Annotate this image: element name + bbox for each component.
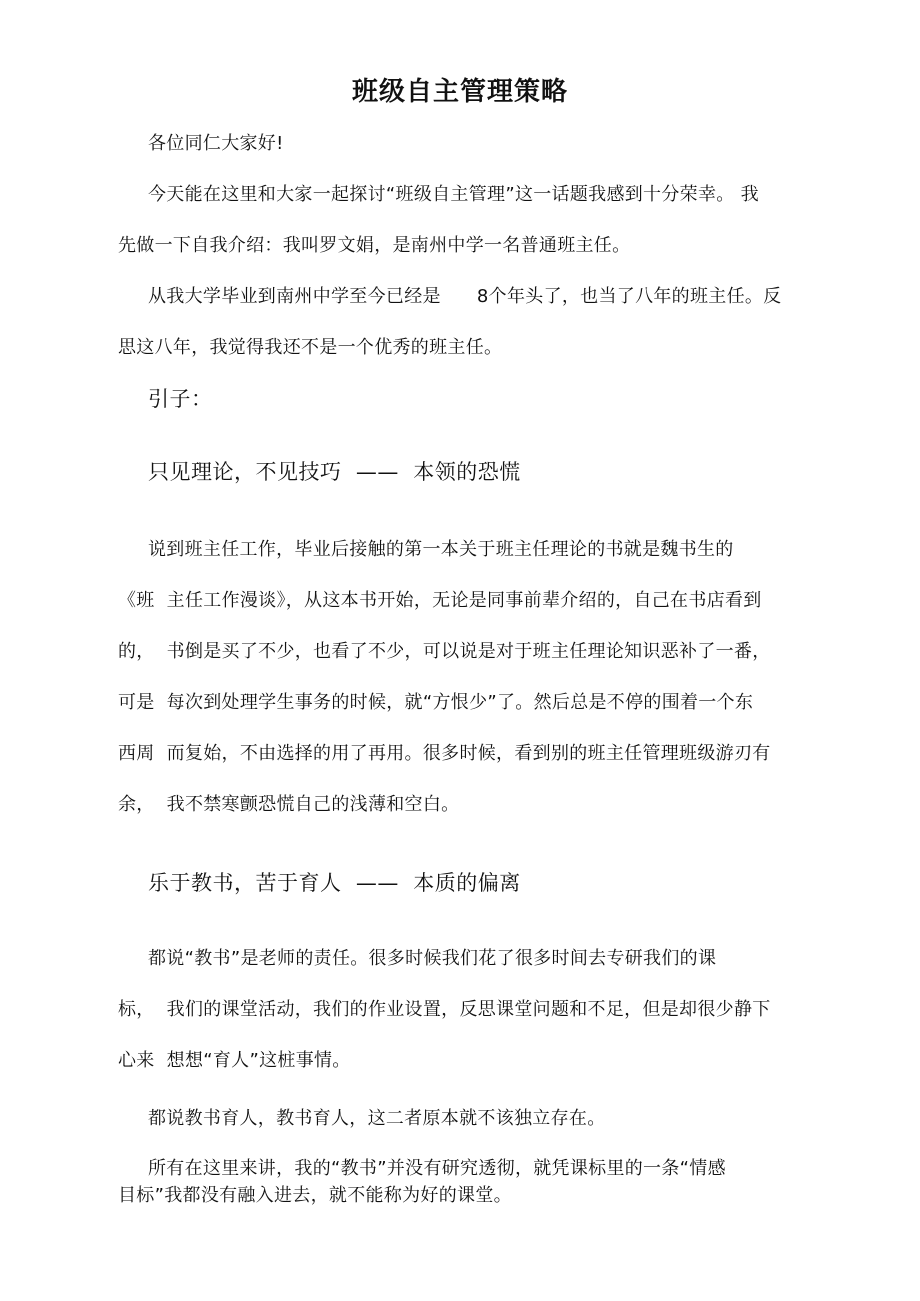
greeting: 各位同仁大家好! — [148, 133, 284, 154]
section2-line-2: 标， 我们的课堂活动，我们的作业设置，反思课堂问题和不足，但是却很少静下 — [118, 999, 771, 1020]
section2-paragraph-2: 都说教书育人，教书育人，这二者原本就不该独立存在。 — [148, 1108, 606, 1129]
section1-line-4: 可是 每次到处理学生事务的时候，就“方恨少”了。然后总是不停的围着一个东 — [118, 692, 754, 713]
experience-line-1: 从我大学毕业到南州中学至今已经是 8个年头了，也当了八年的班主任。反 — [148, 286, 782, 307]
section2-paragraph-3-line-1: 所有在这里来讲，我的“教书”并没有研究透彻，就凭课标里的一条“情感 — [148, 1158, 726, 1179]
section2-heading: 乐于教书，苦于育人 —— 本质的偏离 — [148, 871, 521, 895]
section1-line-5: 西周 而复始，不由选择的用了再用。很多时候，看到别的班主任管理班级游刃有 — [118, 743, 771, 764]
section1-line-2: 《班 主任工作漫谈》，从这本书开始，无论是同事前辈介绍的，自己在书店看到 — [118, 590, 762, 611]
section1-line-3: 的， 书倒是买了不少，也看了不少，可以说是对于班主任理论知识恶补了一番， — [118, 641, 771, 662]
document-title: 班级自主管理策略 — [351, 77, 568, 107]
lead-in: 引子： — [148, 387, 213, 411]
section2-line-3: 心来 想想“育人”这桩事情。 — [118, 1050, 351, 1071]
section2-line-1: 都说“教书”是老师的责任。很多时候我们花了很多时间去专研我们的课 — [148, 948, 717, 969]
section2-paragraph-3-line-2: 目标”我都没有融入进去，就不能称为好的课堂。 — [118, 1185, 512, 1206]
experience-line-2: 思这八年，我觉得我还不是一个优秀的班主任。 — [118, 337, 503, 358]
intro-line-2: 先做一下自我介绍：我叫罗文娟，是南州中学一名普通班主任。 — [118, 235, 631, 256]
intro-line-1: 今天能在这里和大家一起探讨“班级自主管理”这一话题我感到十分荣幸。 我 — [148, 184, 759, 205]
section1-line-1: 说到班主任工作，毕业后接触的第一本关于班主任理论的书就是魏书生的 — [148, 539, 734, 560]
section1-line-6: 余， 我不禁寒颤恐慌自己的浅薄和空白。 — [118, 794, 460, 815]
section1-heading: 只见理论，不见技巧 —— 本领的恐慌 — [148, 460, 521, 484]
